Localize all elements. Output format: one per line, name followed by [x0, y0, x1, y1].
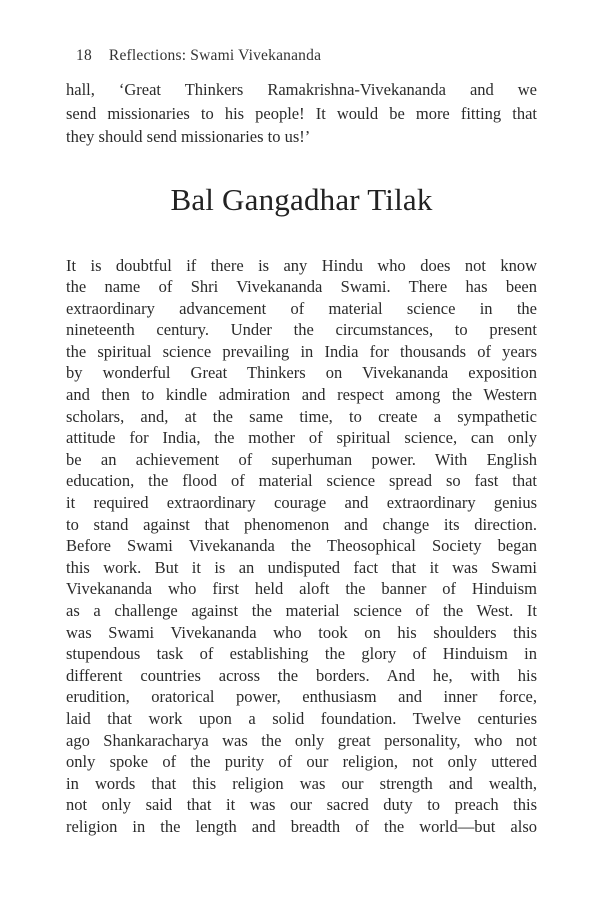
text-line: not only said that it was our sacred duty to preach this — [66, 795, 537, 815]
text-line: Vivekananda who first held aloft the banner of Hinduism — [66, 579, 537, 599]
text-line: stupendous task of establishing the glory of Hinduism in — [66, 644, 537, 664]
text-line: attitude for India, the mother of spiritual science, can only — [66, 428, 537, 448]
page-number: 18 — [76, 47, 92, 64]
text-line: to stand against that phenomenon and change its direction. — [66, 514, 537, 534]
text-line: send missionaries to his people! It would be more fitting that — [66, 103, 537, 123]
text-line: different countries across the borders. And he, with his — [66, 665, 537, 685]
text-line: extraordinary advancement of material science in the — [66, 298, 537, 318]
text-line: as a challenge against the material science of the West. It — [66, 601, 537, 620]
text-line: hall, ‘Great Thinkers Ramakrishna-Vivekananda and we — [66, 80, 537, 99]
section-heading: Bal Gangadhar Tilak — [170, 181, 433, 217]
text-line: religion in the length and breadth of the world—but also — [66, 816, 537, 836]
page-header — [66, 46, 537, 66]
text-line: by wonderful Great Thinkers on Vivekananda exposition — [66, 363, 537, 383]
body-paragraph — [66, 255, 537, 838]
text-line: in words that this religion was our strength and wealth, — [66, 773, 537, 793]
text-line: erudition, oratorical power, enthusiasm and inner force, — [66, 687, 537, 707]
text-line: nineteenth century. Under the circumstances, to present — [66, 320, 537, 340]
text-line: and then to kindle admiration and respect among the Western — [66, 385, 537, 405]
text-line: it required extraordinary courage and extraordinary genius — [66, 493, 537, 513]
text-line: education, the flood of material science spread so fast that — [66, 471, 537, 491]
text-line: the name of Shri Vivekananda Swami. There has been — [66, 277, 537, 297]
text-line: be an achievement of superhuman power. With English — [66, 449, 537, 469]
text-line: was Swami Vivekananda who took on his shoulders this — [66, 622, 537, 642]
text-line: It is doubtful if there is any Hindu who does not know — [66, 255, 537, 275]
text-line: scholars, and, at the same time, to create a sympathetic — [66, 406, 537, 426]
intro-paragraph — [66, 78, 537, 149]
running-title: Reflections: Swami Vivekananda — [108, 47, 322, 64]
text-line: the spiritual science prevailing in India for thousands of years — [66, 341, 537, 361]
text-line: they should send missionaries to us!’ — [66, 127, 311, 146]
text-line: only spoke of the purity of our religion, not only uttered — [66, 752, 537, 772]
text-line: laid that work upon a solid foundation. Twelve centuries — [66, 708, 537, 728]
text-line: this work. But it is an undisputed fact that it was Swami — [66, 557, 537, 577]
text-line: ago Shankaracharya was the only great personality, who not — [66, 730, 537, 750]
text-line: Before Swami Vivekananda the Theosophical Society began — [66, 536, 537, 556]
